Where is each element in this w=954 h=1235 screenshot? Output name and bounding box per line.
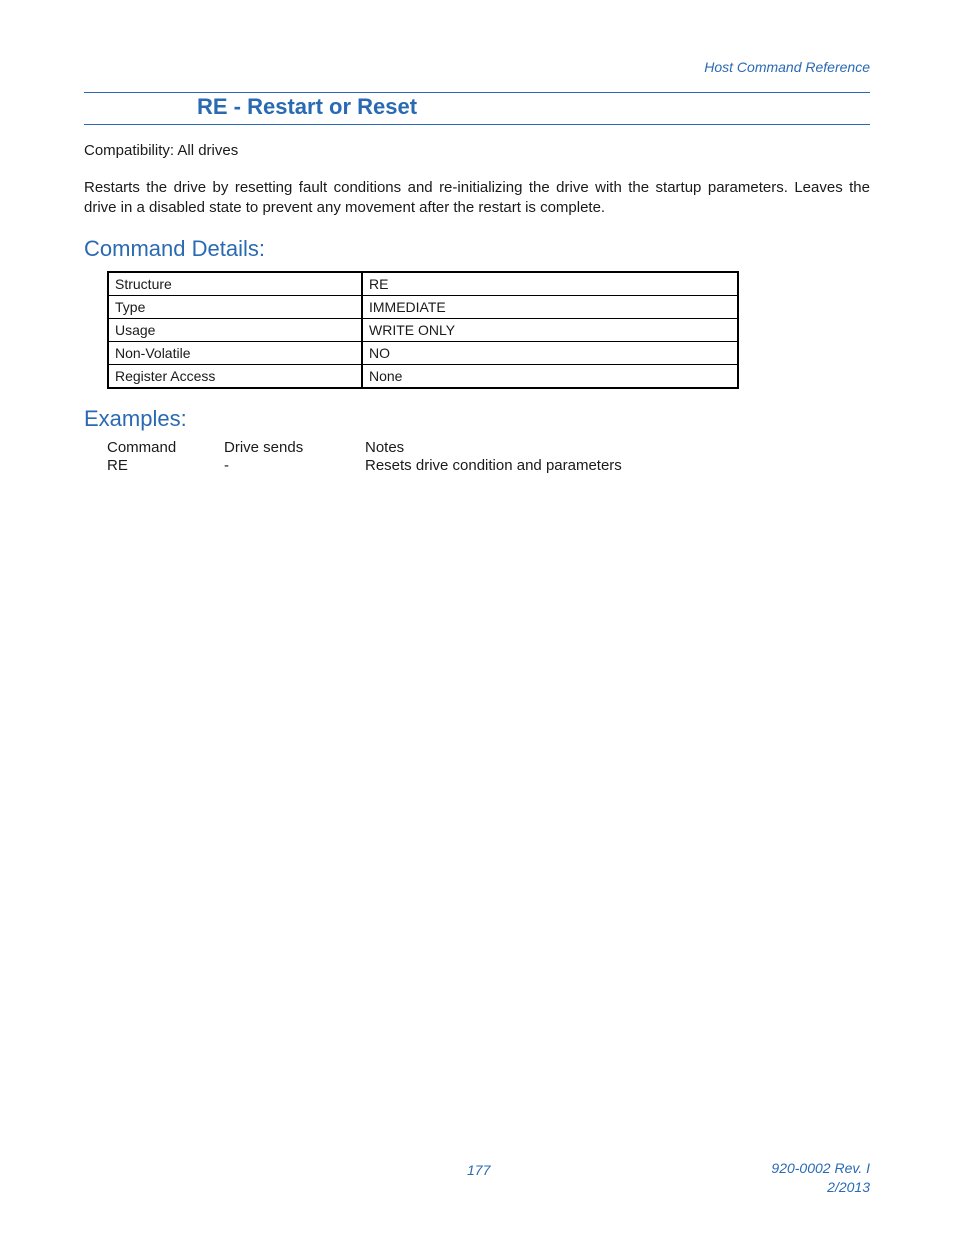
detail-value: WRITE ONLY [362,319,738,342]
detail-key: Type [108,296,362,319]
examples-column-command: Command [107,439,177,456]
detail-key: Register Access [108,365,362,389]
example-notes: Resets drive condition and parameters [365,457,622,474]
document-revision [771,1159,870,1197]
title-rule-bottom [84,124,870,125]
table-row [108,272,738,296]
detail-value: NO [362,342,738,365]
doc-number: 920-0002 Rev. I [771,1160,870,1176]
table-row [108,296,738,319]
command-details-heading: Command Details: [84,236,265,261]
doc-date: 2/2013 [827,1179,870,1195]
examples-column-notes: Notes [365,439,405,456]
running-header: Host Command Reference [704,59,870,75]
command-details-table [107,271,739,389]
compatibility-text: Compatibility: All drives [84,142,239,159]
title-rule-top [84,92,870,93]
detail-value: RE [362,272,738,296]
table-row [108,365,738,389]
example-drive-sends: - [224,457,229,474]
detail-value: None [362,365,738,389]
examples-heading: Examples: [84,406,187,431]
examples-column-drive-sends: Drive sends [224,439,304,456]
section-title: RE - Restart or Reset [197,94,418,119]
page-number: 177 [467,1162,491,1178]
table-row [108,342,738,365]
example-command: RE [107,457,128,474]
detail-key: Usage [108,319,362,342]
table-row [108,319,738,342]
description-text: Restarts the drive by resetting fault conditions and re-initializing the drive with the startup parameters. Leaves the drive in a disabled state to prevent any movement after the restart is complete. [84,179,870,216]
detail-key: Structure [108,272,362,296]
detail-key: Non-Volatile [108,342,362,365]
detail-value: IMMEDIATE [362,296,738,319]
